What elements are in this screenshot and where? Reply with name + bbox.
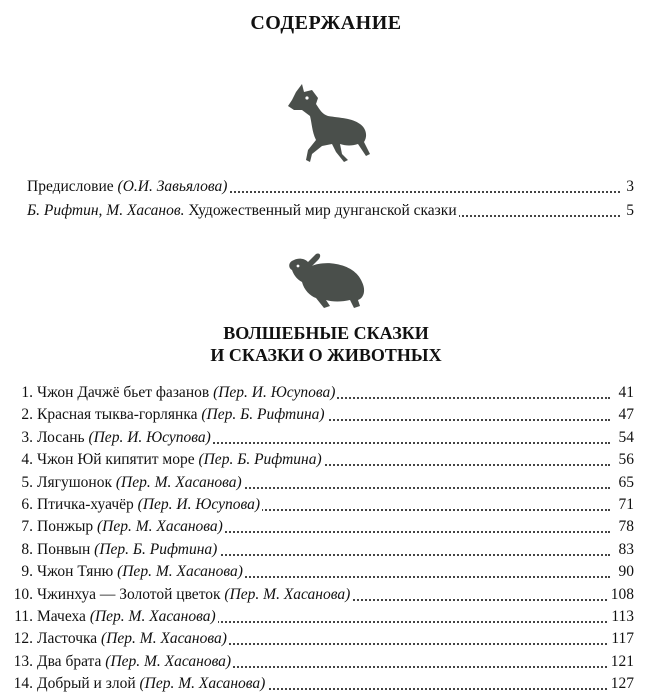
entry-translator: (Пер. Б. Рифтина) — [94, 540, 218, 558]
entry-translator: (Пер. М. Хасанова) — [139, 675, 266, 693]
section-heading — [0, 322, 652, 366]
page-number: 71 — [616, 494, 635, 516]
entry-translator: (Пер. М. Хасанова) — [115, 473, 242, 491]
section-heading-line1: ВОЛШЕБНЫЕ СКАЗКИ — [223, 323, 429, 343]
entry-number: 14. — [13, 675, 33, 693]
page-number: 108 — [608, 584, 634, 606]
entry-number: 7. — [21, 518, 33, 536]
toc-entry[interactable] — [0, 472, 652, 494]
toc-line-intro[interactable] — [0, 200, 652, 222]
entry-title: Мачеха — [37, 608, 86, 625]
entry-number: 4. — [21, 451, 33, 469]
entry-number: 9. — [21, 563, 33, 581]
page-number: 5 — [623, 200, 634, 222]
entry-title: Понжыр — [37, 518, 94, 536]
page-number: 113 — [608, 606, 634, 628]
toc-entry[interactable] — [0, 673, 652, 695]
entry-number: 13. — [13, 652, 33, 670]
entry-title: Добрый и злой — [37, 675, 136, 693]
deer-illustration — [282, 80, 378, 166]
entry-title: Чжон Тяню — [37, 563, 114, 581]
entry-number: 3. — [21, 428, 33, 446]
toc-entry[interactable] — [0, 561, 652, 583]
page-number: 65 — [616, 472, 635, 494]
page-number: 47 — [616, 404, 635, 426]
entry-translator: (Пер. М. Хасанова) — [105, 652, 232, 670]
entry-title: Лягушонок — [37, 473, 113, 491]
entry-number: 2. — [21, 406, 33, 424]
entry-number: 6. — [21, 496, 33, 513]
toc-entry[interactable] — [0, 651, 652, 673]
entry-translator: (Пер. М. Хасанова) — [224, 585, 351, 603]
entry-title: Чжинхуа — Золотой цветок — [37, 585, 221, 603]
entry-translator: (Пер. М. Хасанова) — [101, 630, 227, 648]
entry-title: Птичка-хуачёр — [37, 496, 134, 513]
page-number: 78 — [616, 516, 635, 538]
entry-title: Чжон Юй кипятит море — [37, 451, 195, 469]
toc-entry[interactable] — [0, 606, 652, 628]
entry-title: Предисловие — [27, 178, 114, 195]
entry-number: 1. — [21, 384, 33, 401]
entry-title: Два брата — [37, 652, 102, 670]
entry-number: 12. — [13, 630, 33, 648]
toc-entry[interactable] — [0, 404, 652, 426]
entry-translator: (Пер. М. Хасанова) — [89, 608, 216, 625]
entry-title: Лосань — [37, 428, 85, 446]
entry-translator: (Пер. Б. Рифтина) — [198, 451, 322, 469]
page-number: 41 — [616, 382, 635, 404]
entry-translator: (Пер. И. Юсупова) — [88, 428, 211, 446]
page-title: СОДЕРЖАНИЕ — [250, 12, 402, 34]
page-number: 117 — [608, 628, 634, 650]
entry-title: Ласточка — [37, 630, 98, 648]
toc-entry[interactable] — [0, 628, 652, 650]
entry-number: 8. — [21, 540, 33, 558]
entry-number: 11. — [14, 608, 33, 625]
toc-entry[interactable] — [0, 427, 652, 449]
page-number: 54 — [616, 427, 635, 449]
entry-title: Художественный мир дунганской сказки — [188, 202, 457, 219]
entry-title: Красная тыква-горлянка — [37, 406, 198, 424]
page-number: 56 — [616, 449, 635, 471]
entry-title: Понвын — [37, 540, 91, 558]
entry-translator: (Пер. И. Юсупова) — [213, 384, 336, 401]
toc-entry[interactable] — [0, 516, 652, 538]
entry-translator: (Пер. И. Юсупова) — [137, 496, 261, 513]
page-number: 121 — [608, 651, 634, 673]
toc-entry[interactable] — [0, 382, 652, 404]
entry-title: Чжон Дачжё бьет фазанов — [37, 384, 210, 401]
page-number: 90 — [616, 561, 635, 583]
entry-translator: (Пер. М. Хасанова) — [117, 563, 243, 581]
toc-entry[interactable] — [0, 539, 652, 561]
entry-number: 10. — [13, 585, 33, 603]
entry-number: 5. — [21, 473, 33, 491]
page-number: 83 — [616, 539, 635, 561]
entry-translator: (Пер. Б. Рифтина) — [201, 406, 325, 424]
entry-translator: (О.И. Завьялова) — [117, 178, 228, 195]
entry-translator: (Пер. М. Хасанова) — [97, 518, 223, 536]
entry-author: Б. Рифтин, М. Хасанов. — [27, 202, 185, 219]
toc-entry[interactable] — [0, 449, 652, 471]
rabbit-illustration — [286, 250, 372, 312]
page-number: 127 — [608, 673, 634, 695]
section-heading-line2: И СКАЗКИ О ЖИВОТНЫХ — [210, 345, 442, 365]
toc-entry[interactable] — [0, 494, 652, 516]
toc-entry[interactable] — [0, 584, 652, 606]
page-number: 3 — [623, 176, 634, 198]
toc-line-preface[interactable] — [0, 176, 652, 198]
